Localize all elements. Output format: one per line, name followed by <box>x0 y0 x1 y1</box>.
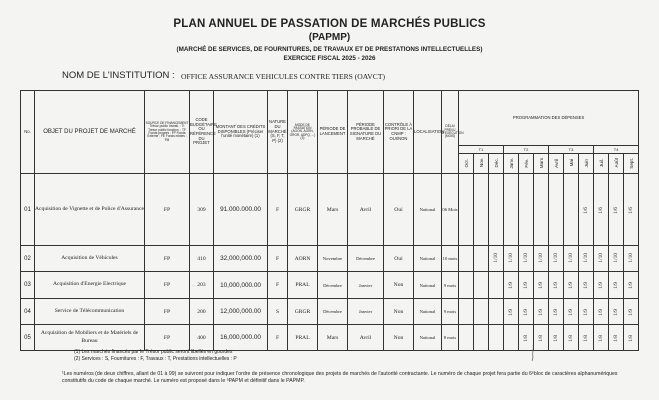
month-cell <box>459 174 474 246</box>
month-cell <box>489 299 504 325</box>
footnote-3: ¹Les numéros (de deux chiffres, allant de 01 à 99) se suivront pour indiquer l'ordre de présence chronologique des projets de marchés de l'autorité contractante. Le numéro de chaque projet fera partie du 6ᵉbloc de caractères alphanumériques constitutifs du code de chaque marché. Le numéro est proposé dans le ᵃPAPM et définitif dans le PAPMP. <box>62 371 618 385</box>
month-header: Déc. <box>489 154 504 174</box>
month-cell <box>459 299 474 325</box>
footnote-1: (1) Les marchés financés par le Trésor public seront libellés en gourdes <box>74 349 233 355</box>
row-lancement: Novembre <box>318 246 348 272</box>
month-header: Juin <box>579 154 594 174</box>
month-header: Mai <box>564 154 579 174</box>
month-cell: 1/10 <box>579 246 594 272</box>
table-row <box>21 174 639 246</box>
row-nature: F <box>268 325 288 351</box>
month-header: Juil. <box>594 154 609 174</box>
row-montant: 16,000,000.00 <box>214 325 268 351</box>
month-cell: 1/6 <box>624 174 639 246</box>
row-source: FP <box>145 299 190 325</box>
row-delai: 9 mois <box>442 299 459 325</box>
table-row <box>21 272 639 299</box>
row-montant: 10,000,000.00 <box>214 272 268 299</box>
row-signature: Janvier <box>348 272 384 299</box>
initials-mark <box>530 345 536 361</box>
procurement-table <box>20 90 639 351</box>
row-delai: 06 Mois <box>442 174 459 246</box>
row-mode: GRGR <box>288 174 318 246</box>
month-cell <box>474 299 489 325</box>
col-code: CODE BUDGÉTAIRE OU RÉFÉRENCE DU PROJET <box>190 91 214 174</box>
month-cell <box>534 174 549 246</box>
row-lancement: Décembre <box>318 272 348 299</box>
document-acronym: (PAPMP) <box>308 32 351 43</box>
col-mode: MODE DE PASSATION (AOON, AORN, GRGR, ADPQ, ...) (3) <box>288 91 318 174</box>
month-cell <box>489 272 504 299</box>
row-lancement: Mars <box>318 174 348 246</box>
month-cell <box>549 174 564 246</box>
row-source: FP <box>145 174 190 246</box>
col-source: SOURCE DE FINANCEMENT Trésor public Investi. : TI Trésor public fonction. : TF Fonds propres : FP Fonds Externe : FE Fonds mixtes : FM <box>145 91 190 174</box>
month-cell: 1/6 <box>609 174 624 246</box>
row-source: FP <box>145 246 190 272</box>
row-mode: AORN <box>288 246 318 272</box>
row-localisation: National <box>414 325 442 351</box>
row-no: 02 <box>21 246 35 272</box>
month-cell: 1/9 <box>579 272 594 299</box>
row-controle: Non <box>384 272 414 299</box>
month-cell: 1/10 <box>624 246 639 272</box>
row-delai: 8 mois <box>442 325 459 351</box>
month-header: Août <box>609 154 624 174</box>
table-row <box>21 325 639 351</box>
month-cell <box>459 272 474 299</box>
month-cell: 1/8 <box>624 325 639 351</box>
row-signature: Avril <box>348 325 384 351</box>
month-cell <box>474 325 489 351</box>
month-cell <box>459 246 474 272</box>
table-row <box>21 299 639 325</box>
month-header: Nov. <box>474 154 489 174</box>
month-cell: 1/9 <box>519 272 534 299</box>
trimestre-t4: T4 <box>594 146 639 154</box>
month-cell <box>489 174 504 246</box>
month-cell: 1/8 <box>579 325 594 351</box>
institution-name: OFFICE ASSURANCE VEHICULES CONTRE TIERS (OAVCT) <box>181 72 385 81</box>
month-cell: 1/9 <box>594 299 609 325</box>
document-subtitle: (MARCHÉ DE SERVICES, DE FOURNITURES, DE TRAVAUX ET DE PRESTATIONS INTELLECTUELLES) <box>176 46 483 53</box>
row-nature: F <box>268 174 288 246</box>
month-cell: 1/9 <box>519 299 534 325</box>
row-code: 309 <box>190 174 214 246</box>
month-cell: 1/10 <box>489 246 504 272</box>
col-programmation: PROGRAMMATION DES DÉPENSES <box>459 91 639 146</box>
row-controle: Oui <box>384 246 414 272</box>
row-mode: GRGR <box>288 299 318 325</box>
row-montant: 32,000,000.00 <box>214 246 268 272</box>
month-cell: 1/9 <box>624 299 639 325</box>
month-cell <box>459 325 474 351</box>
trimestre-t1: T1 <box>459 146 504 154</box>
month-cell <box>474 174 489 246</box>
month-header: Oct. <box>459 154 474 174</box>
row-signature: Janvier <box>348 299 384 325</box>
row-montant: 12,000,000.00 <box>214 299 268 325</box>
document-title: PLAN ANNUEL DE PASSATION DE MARCHÉS PUBLICS <box>173 18 486 30</box>
month-cell <box>474 272 489 299</box>
col-delai: DÉLAI PRÉVU D'EXÉCUTION (MOIS) <box>442 91 459 174</box>
row-mode: PRAL <box>288 325 318 351</box>
month-cell <box>564 174 579 246</box>
col-no: No. <box>21 91 35 174</box>
row-objet: Acquisition de Mobiliers et de Matériels de Bureau <box>35 325 145 351</box>
col-localisation: LOCALISATION <box>414 91 442 174</box>
col-controle: CONTRÔLE À PRIORI DE LA CNMP : OUI/NON <box>384 91 414 174</box>
row-localisation: National <box>414 299 442 325</box>
month-cell: 1/9 <box>549 272 564 299</box>
footnote-2: (2) Services : S, Fournitures : F, Travaux : T, Prestations intellectuelles : P <box>74 356 237 362</box>
col-objet: OBJET DU PROJET DE MARCHÉ <box>35 91 145 174</box>
month-header: Fév. <box>519 154 534 174</box>
month-cell <box>504 325 519 351</box>
row-lancement: Décembre <box>318 299 348 325</box>
row-nature: S <box>268 299 288 325</box>
month-cell: 1/8 <box>549 325 564 351</box>
row-controle: Oui <box>384 174 414 246</box>
row-code: 200 <box>190 299 214 325</box>
month-cell: 1/9 <box>504 299 519 325</box>
month-header: Sept. <box>624 154 639 174</box>
row-source: FP <box>145 272 190 299</box>
month-cell: 1/10 <box>609 246 624 272</box>
row-objet: Acquisition de Véhicules <box>35 246 145 272</box>
col-nature: NATURE DU MARCHÉ (S, F, T, P) (2) <box>268 91 288 174</box>
row-signature: Décembre <box>348 246 384 272</box>
trimestre-t3: T3 <box>549 146 594 154</box>
row-objet: Acquisition de Vignette et de Police d'Assurance <box>35 174 145 246</box>
month-cell: 1/9 <box>549 299 564 325</box>
institution-label: NOM DE L'INSTITUTION : <box>62 70 175 81</box>
month-cell <box>519 174 534 246</box>
month-cell: 1/10 <box>504 246 519 272</box>
row-mode: PRAL <box>288 272 318 299</box>
month-cell: 1/9 <box>579 299 594 325</box>
row-montant: 91.000.000.00 <box>214 174 268 246</box>
row-no: 05 <box>21 325 35 351</box>
row-localisation: National <box>414 246 442 272</box>
fiscal-year: EXERCICE FISCAL 2025 - 2026 <box>283 55 376 62</box>
month-cell: 1/10 <box>534 246 549 272</box>
month-cell: 1/10 <box>519 246 534 272</box>
row-controle: Non <box>384 299 414 325</box>
month-cell: 1/10 <box>549 246 564 272</box>
row-objet: Acquisition d'Energie Electrique <box>35 272 145 299</box>
row-code: 203 <box>190 272 214 299</box>
row-no: 04 <box>21 299 35 325</box>
month-cell: 1/8 <box>609 325 624 351</box>
month-cell: 1/8 <box>534 325 549 351</box>
month-cell: 1/9 <box>594 272 609 299</box>
month-cell <box>504 174 519 246</box>
month-header: Mars <box>534 154 549 174</box>
month-cell: 1/9 <box>564 272 579 299</box>
month-cell: 1/9 <box>534 272 549 299</box>
row-nature: F <box>268 272 288 299</box>
row-code: 410 <box>190 246 214 272</box>
month-cell: 1/6 <box>579 174 594 246</box>
month-cell: 1/9 <box>534 299 549 325</box>
month-cell: 1/10 <box>594 246 609 272</box>
col-signature: PÉRIODE PROBABLE DE SIGNATURE DU MARCHÉ <box>348 91 384 174</box>
row-signature: Avril <box>348 174 384 246</box>
row-objet: Service de Télécommunication <box>35 299 145 325</box>
month-cell: 1/8 <box>594 325 609 351</box>
row-localisation: National <box>414 174 442 246</box>
row-lancement: Mars <box>318 325 348 351</box>
table-row <box>21 246 639 272</box>
col-lancement: PÉRIODE DE LANCEMENT <box>318 91 348 174</box>
col-montant: MONTANT DES CRÉDITS DISPONIBLES (Préciser l'unité monétaire) (1) <box>214 91 268 174</box>
month-cell: 1/8 <box>564 325 579 351</box>
month-cell: 1/9 <box>564 299 579 325</box>
month-cell: 1/6 <box>594 174 609 246</box>
row-delai: 9 mois <box>442 272 459 299</box>
month-header: Janv. <box>504 154 519 174</box>
month-cell: 1/9 <box>624 272 639 299</box>
month-header: Avril <box>549 154 564 174</box>
row-delai: 10 mois <box>442 246 459 272</box>
month-cell <box>474 246 489 272</box>
row-no: 03 <box>21 272 35 299</box>
month-cell: 1/9 <box>609 299 624 325</box>
trimestre-t2: T2 <box>504 146 549 154</box>
row-code: 400 <box>190 325 214 351</box>
row-localisation: National <box>414 272 442 299</box>
row-source: FP <box>145 325 190 351</box>
month-cell: 1/10 <box>564 246 579 272</box>
row-nature: F <box>268 246 288 272</box>
month-cell: 1/8 <box>519 325 534 351</box>
row-no: 01 <box>21 174 35 246</box>
month-cell: 1/9 <box>504 272 519 299</box>
row-controle: Non <box>384 325 414 351</box>
month-cell <box>489 325 504 351</box>
month-cell: 1/9 <box>609 272 624 299</box>
